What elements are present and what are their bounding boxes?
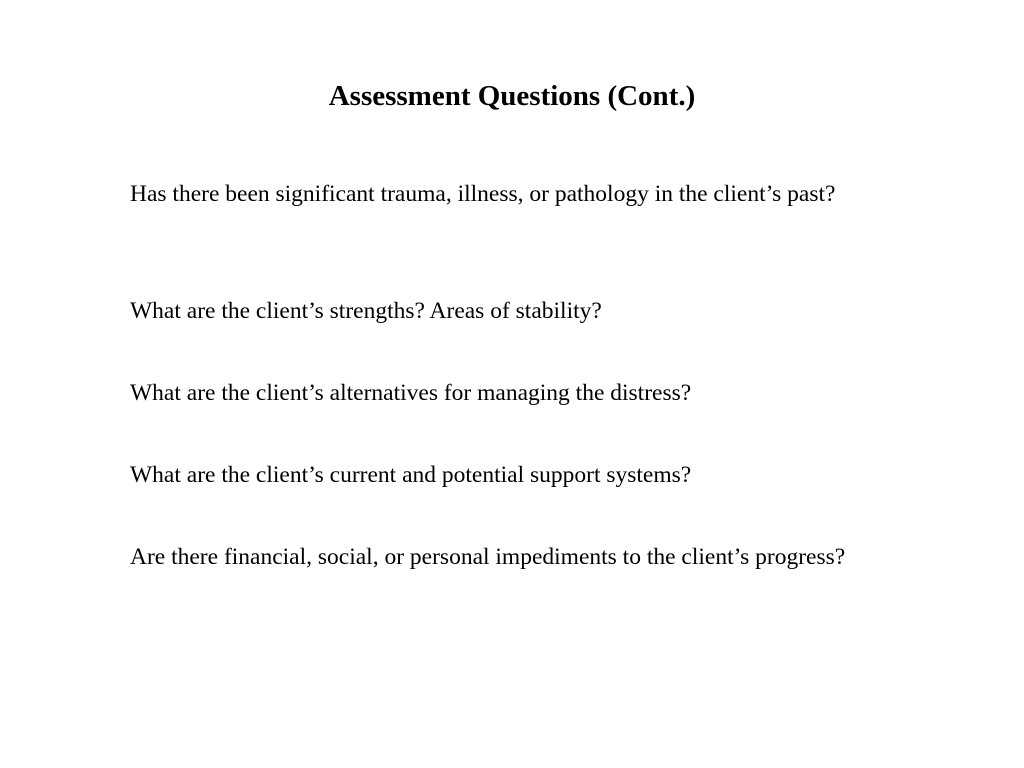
question-item: What are the client’s strengths? Areas of stability? — [130, 298, 602, 324]
question-item: Has there been significant trauma, illness, or pathology in the client’s past? — [130, 181, 836, 207]
slide-title: Assessment Questions (Cont.) — [328, 80, 696, 112]
question-item: What are the client’s current and potential support systems? — [130, 462, 692, 488]
question-item: Are there financial, social, or personal impediments to the client’s progress? — [130, 544, 846, 570]
question-item: What are the client’s alternatives for managing the distress? — [130, 380, 692, 406]
